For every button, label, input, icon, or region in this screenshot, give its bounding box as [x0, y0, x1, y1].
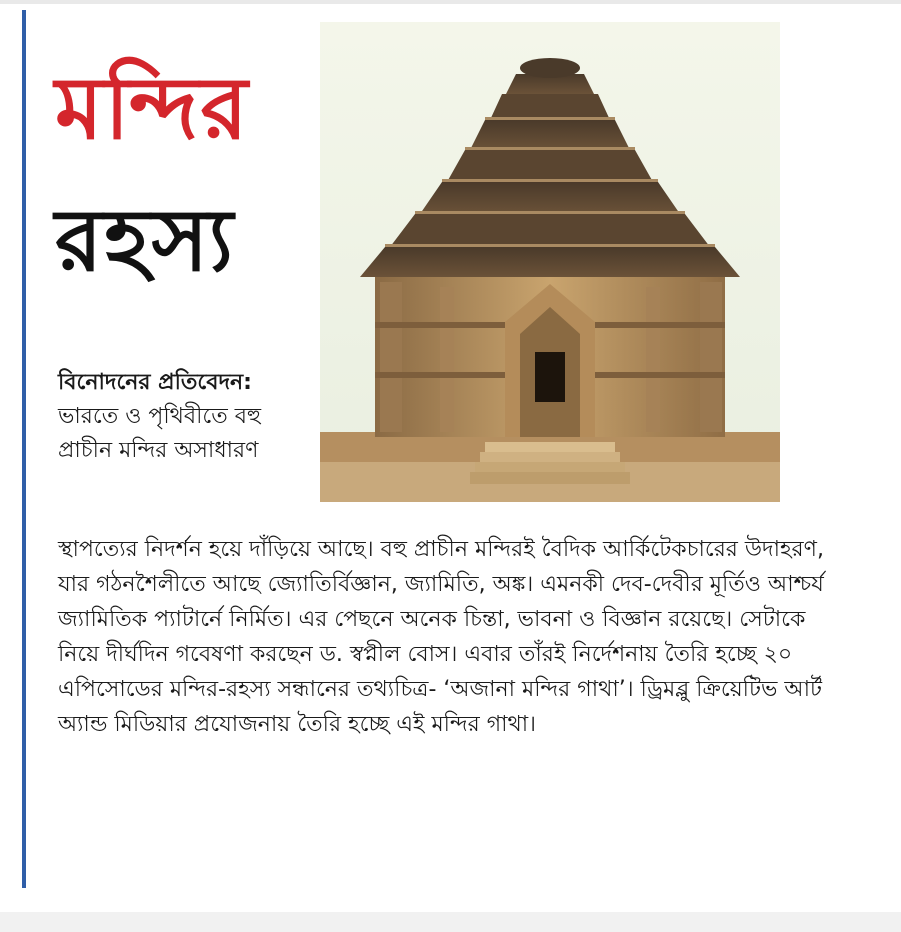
left-column-rule: [22, 10, 26, 888]
article-body: স্থাপত্যের নিদর্শন হয়ে দাঁড়িয়ে আছে। বহু প্রাচীন মন্দিরই বৈদিক আর্কিটেকচারের উদাহরণ, যার গঠনশৈলীতে আছে জ্যোতির্বিজ্ঞান, জ্যামিতি, অঙ্ক। এমনকী দেব-দেবীর মূর্তিও আশ্চর্য জ্যামিতিক প্যাটার্নে নির্মিত। এর পেছনে অনেক চিন্তা, ভাবনা ও বিজ্ঞান রয়েছে। সেটাকে নিয়ে দীর্ঘদিন গবেষণা করছেন ড. স্বপ্নীল বোস। এবার তাঁরই নির্দেশনায় তৈরি হচ্ছে ২০ এপিসোডের মন্দির-রহস্য সন্ধানের তথ্যচিত্র- ‘অজানা মন্দির গাথা’। ড্রিমব্লু ক্রিয়েটিভ আর্ট অ্যান্ড মিডিয়ার প্রযোজনায় তৈরি হচ্ছে এই মন্দির গাথা।: [58, 537, 824, 737]
temple-photo: [320, 22, 780, 502]
headline-line-2: রহস্য: [55, 191, 236, 291]
lead-paragraph: [58, 366, 308, 468]
headline-line-1: মন্দির: [55, 59, 250, 159]
top-rule: [0, 0, 901, 4]
bottom-strip: [0, 912, 901, 932]
byline: বিনোদনের প্রতিবেদন:: [58, 370, 252, 395]
lead-text: ভারতে ও পৃথিবীতে বহু প্রাচীন মন্দির অসাধারণ: [58, 404, 262, 463]
